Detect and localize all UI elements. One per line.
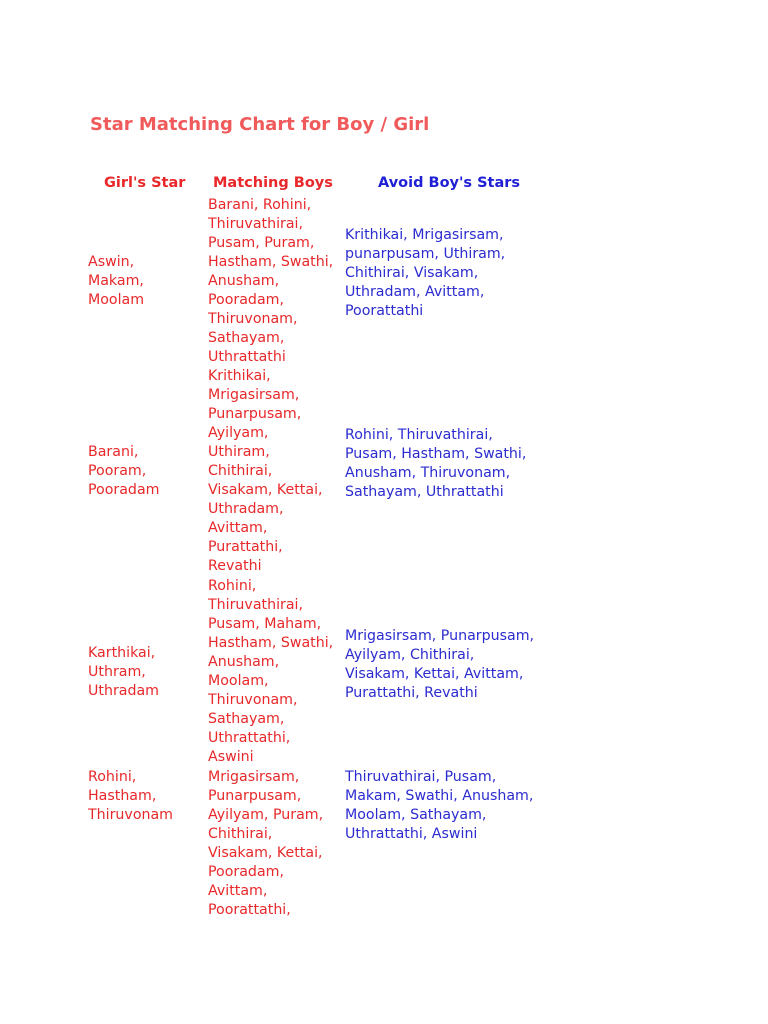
matching-boys-cell: Mrigasirsam, Punarpusam, Ayilyam, Puram, Chithirai, Visakam, Kettai, Pooradam, Avittam, Poorattathi, [208, 769, 324, 918]
avoid-boys-stars-cell: Rohini, Thiruvathirai, Pusam, Hastham, Swathi, Anusham, Thiruvonam, Sathayam, Uthrattathi [345, 427, 527, 500]
column-header-girls-star: Girl's Star [104, 175, 186, 191]
column-header-avoid-boys-stars: Avoid Boy's Stars [378, 175, 521, 191]
page-title: Star Matching Chart for Boy / Girl [90, 114, 430, 135]
girls-star-cell: Barani, Pooram, Pooradam [88, 444, 160, 498]
matching-boys-cell: Barani, Rohini, Thiruvathirai, Pusam, Puram, Hastham, Swathi, Anusham, Pooradam, Thiruvonam, Sathayam, Uthrattathi [208, 197, 334, 365]
matching-boys-cell: Krithikai, Mrigasirsam, Punarpusam, Ayilyam, Uthiram, Chithirai, Visakam, Kettai, Uthradam, Avittam, Purattathi, Revathi [208, 368, 323, 574]
avoid-boys-stars-cell: Krithikai, Mrigasirsam, punarpusam, Uthiram, Chithirai, Visakam, Uthradam, Avittam, Poorattathi [345, 227, 506, 319]
girls-star-cell: Karthikai, Uthram, Uthradam [88, 645, 159, 699]
matching-boys-cell: Rohini, Thiruvathirai, Pusam, Maham, Hastham, Swathi, Anusham, Moolam, Thiruvonam, Sathayam, Uthrattathi, Aswini [208, 578, 334, 765]
avoid-boys-stars-cell: Mrigasirsam, Punarpusam, Ayilyam, Chithirai, Visakam, Kettai, Avittam, Purattathi, Revathi [345, 628, 535, 701]
column-header-matching-boys: Matching Boys [213, 175, 333, 191]
avoid-boys-stars-cell: Thiruvathirai, Pusam, Makam, Swathi, Anusham, Moolam, Sathayam, Uthrattathi, Aswini [345, 769, 534, 842]
girls-star-cell: Rohini, Hastham, Thiruvonam [88, 769, 174, 823]
girls-star-cell: Aswin, Makam, Moolam [88, 254, 145, 308]
